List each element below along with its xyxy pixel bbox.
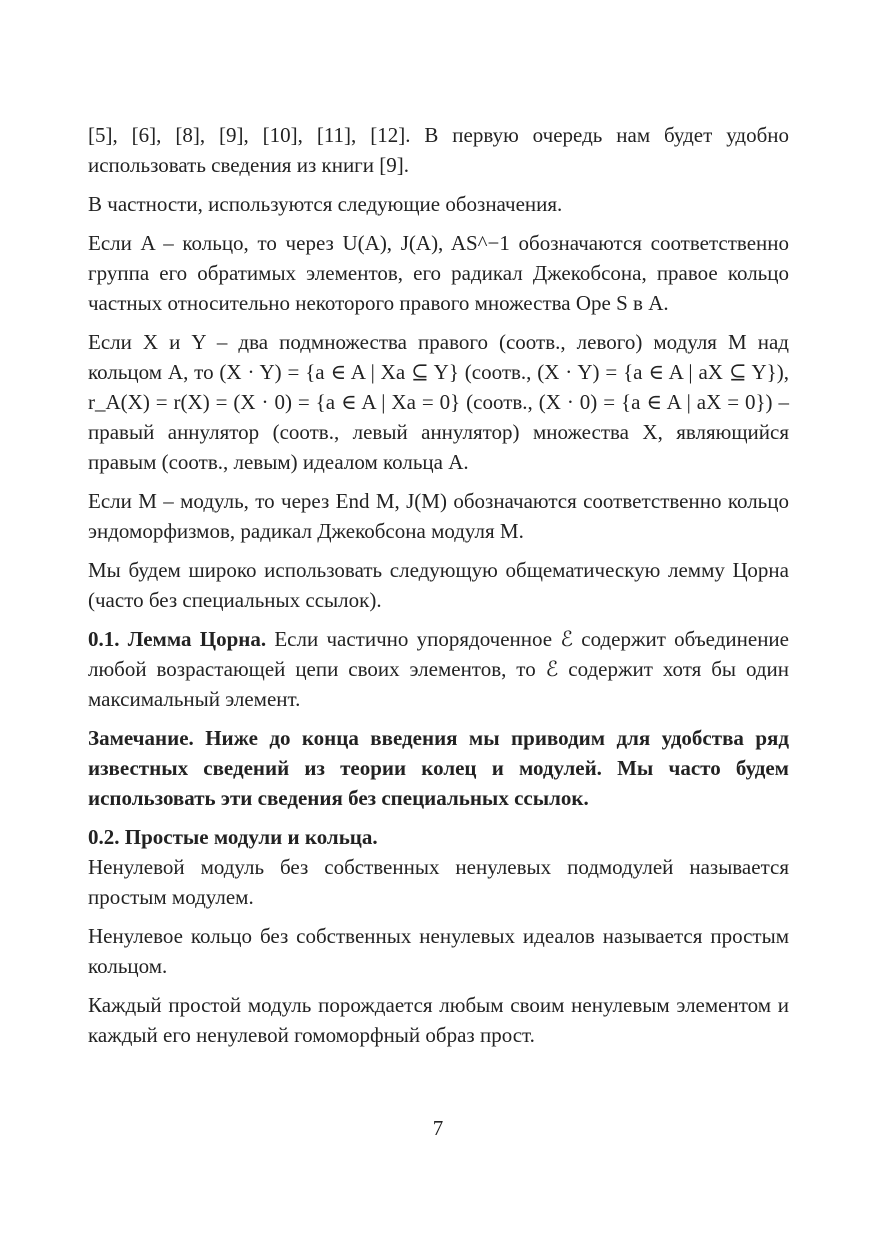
paragraph-module-notation: Если M – модуль, то через End M, J(M) обозначаются соответственно кольцо эндоморфизмов, радикал Джекобсона модуля M. [88,489,789,543]
section-simple-modules [88,822,789,912]
section-heading: 0.2. Простые модули и кольца. [88,825,378,849]
paragraph-simple-ring: Ненулевое кольцо без собственных ненулевых идеалов называется простым кольцом. [88,924,789,978]
paragraph-references: [5], [6], [8], [9], [10], [11], [12]. В первую очередь нам будет удобно использовать сведения из книги [9]. [88,123,789,177]
page-number: 7 [432,1116,444,1140]
lemma-text: Если частично упорядоченное ℰ содержит объединение любой возрастающей цепи своих элементов, то ℰ содержит хотя бы один максимальный элемент. [88,627,789,711]
remark-paragraph: Замечание. Ниже до конца введения мы приводим для удобства ряд известных сведений из теории колец и модулей. Мы часто будем использовать эти сведения без специальных ссылок. [88,726,789,810]
page-body [88,120,789,1059]
paragraph-notation-intro: В частности, используются следующие обозначения. [88,192,563,216]
section-text: Ненулевой модуль без собственных ненулевых подмодулей называется простым модулем. [88,855,789,909]
paragraph-annihilator: Если X и Y – два подмножества правого (соотв., левого) модуля M над кольцом A, то (X · Y) = {a ∈ A | Xa ⊆ Y} (соотв., (X · Y) = {a ∈ A | aX ⊆ Y}), r_A(X) = r(X) = (X · 0) = {a ∈ A | Xa = 0} (соотв., (X · 0) = {a ∈ A | aX = 0}) – правый аннулятор (соотв., левый аннулятор) множества X, являющийся правым (соотв., левым) идеалом кольца A. [88,330,789,474]
lemma-heading: 0.1. Лемма Цорна. [88,627,267,651]
lemma-zorn [88,624,789,714]
paragraph-simple-module-property: Каждый простой модуль порождается любым своим ненулевым элементом и каждый его ненулевой гомоморфный образ прост. [88,993,789,1047]
paragraph-zorn-intro: Мы будем широко использовать следующую общематическую лемму Цорна (часто без специальных ссылок). [88,558,789,612]
paragraph-ring-notation: Если A – кольцо, то через U(A), J(A), AS^−1 обозначаются соответственно группа его обратимых элементов, его радикал Джекобсона, правое кольцо частных относительно некоторого правого множества Оре S в A. [88,231,789,315]
